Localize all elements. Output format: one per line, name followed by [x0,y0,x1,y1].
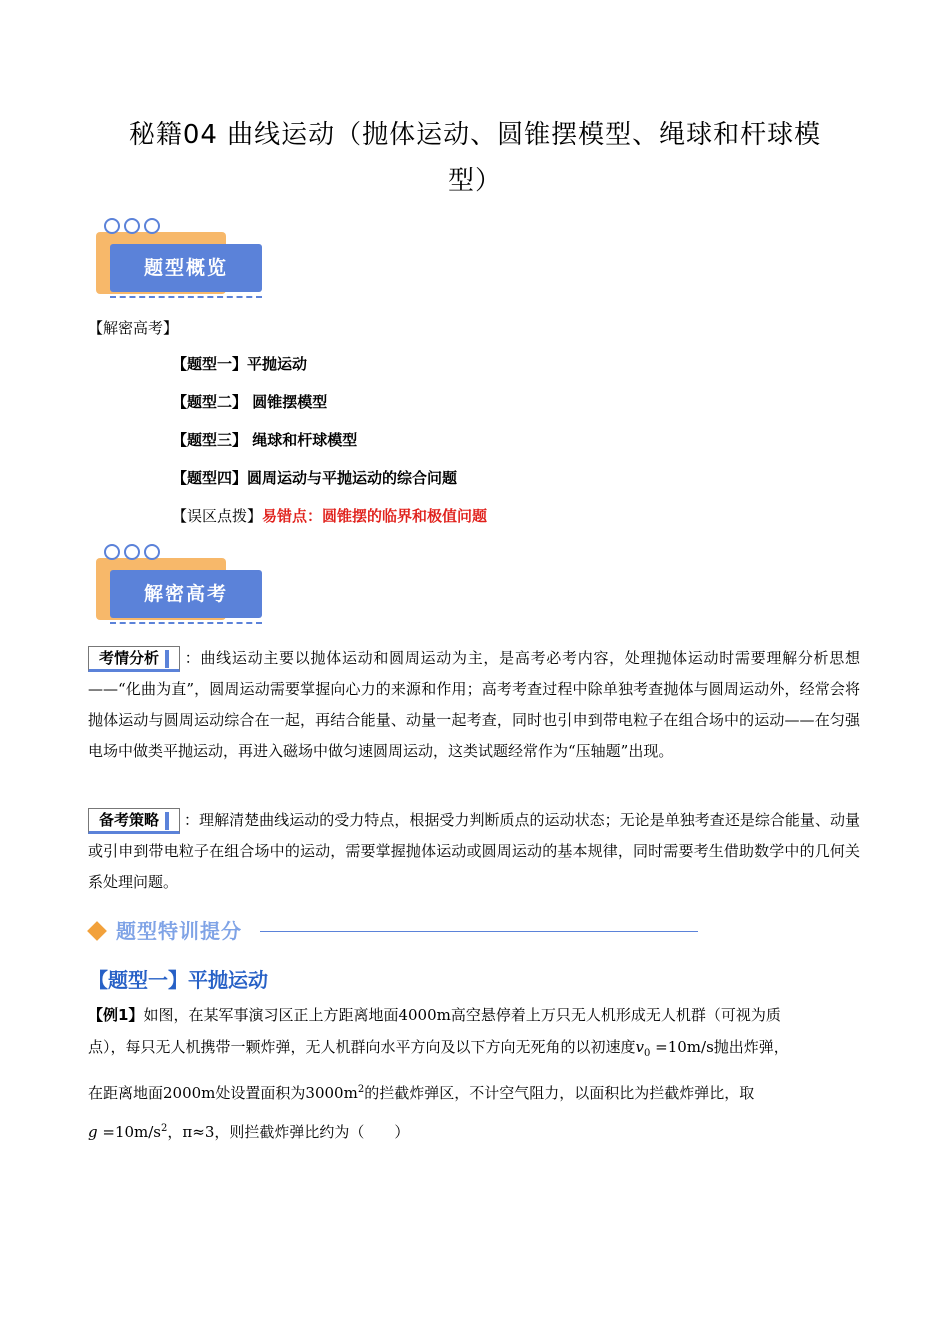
example-label: 【例1】 [88,1006,144,1024]
strategy-paragraph [88,805,860,898]
example-1 [88,1000,860,1147]
question-text: 则拦截炸弹比约为（ ） [229,1123,410,1141]
diamond-icon [87,921,107,941]
overview-badge [96,218,266,308]
analysis-paragraph [88,643,860,767]
g-sup: 2 [161,1123,168,1134]
g-symbol: g [88,1123,98,1141]
title-line-1: 秘籍04 曲线运动（抛体运动、圆锥摆模型、绳球和杆球模 [128,120,822,150]
strategy-text: ：理解清楚曲线运动的受力特点，根据受力判断质点的运动状态；无论是单独考查还是综合能量、动量或引申到带电粒子在组合场中的运动，需要掌握抛体运动或圆周运动的基本规律，同时需要考生借助数学中的几何关系处理问题。 [88,811,860,891]
section-header [88,916,698,946]
example-line-1: 如图，在某军事演习区正上方距离地面4000m高空悬停着上万只无人机形成无人机群（可视为质 [143,1006,781,1024]
type-item-1: 【题型一】平抛运动 [172,355,308,373]
v0-value: =10m/s [650,1038,714,1056]
strategy-tag: 备考策略 [88,808,180,834]
mistake-item [172,506,487,526]
area-sup: 2 [357,1084,365,1095]
decode-badge-label: 解密高考 [110,570,262,618]
decode-label: 【解密高考】 [88,319,179,337]
rings-icon [104,218,164,238]
pi-approx: ，π≈3， [167,1123,230,1141]
analysis-tag: 考情分析 [88,646,180,672]
decode-badge [96,544,266,634]
type-item-3: 【题型三】 绳球和杆球模型 [172,431,358,449]
mistake-text: 易错点：圆锥摆的临界和极值问题 [262,507,488,525]
section-title: 题型特训提分 [116,919,242,943]
example-line-3a: 在距离地面2000m处设置面积为 [88,1084,306,1102]
rings-icon [104,544,164,564]
example-line-2a: 点），每只无人机携带一颗炸弹，无人机群向水平方向及以下方向无死角的以初速度 [88,1038,636,1056]
example-line-2b: 抛出炸弹， [713,1038,789,1056]
example-line-3b: 的拦截炸弹区，不计空气阻力，以面积比为拦截炸弹比，取 [364,1084,755,1102]
title-line-2: 型） [447,166,502,196]
v0-subscript: 0 [644,1048,651,1059]
page-title [90,112,860,204]
g-value: =10m/s [97,1123,162,1141]
analysis-text: ：曲线运动主要以抛体运动和圆周运动为主，是高考必考内容，处理抛体运动时需要理解分析思想——“化曲为直”，圆周运动需要掌握向心力的来源和作用；高考考查过程中除单独考查抛体与圆周运动外，经常会将抛体运动与圆周运动综合在一起，再结合能量、动量一起考查，同时也引申到带电粒子在组合场中的运动——在匀强电场中做类平抛运动，再进入磁场中做匀速圆周运动，这类试题经常作为“压轴题”出现。 [88,649,860,760]
v0-symbol: v [635,1038,644,1056]
mistake-prefix: 【误区点拨】 [172,507,263,525]
type-item-2: 【题型二】 圆锥摆模型 [172,393,328,411]
type-item-4: 【题型四】圆周运动与平抛运动的综合问题 [172,469,458,487]
overview-badge-label: 题型概览 [110,244,262,292]
area-value: 3000m [305,1084,358,1102]
type1-heading: 【题型一】平抛运动 [88,968,268,992]
